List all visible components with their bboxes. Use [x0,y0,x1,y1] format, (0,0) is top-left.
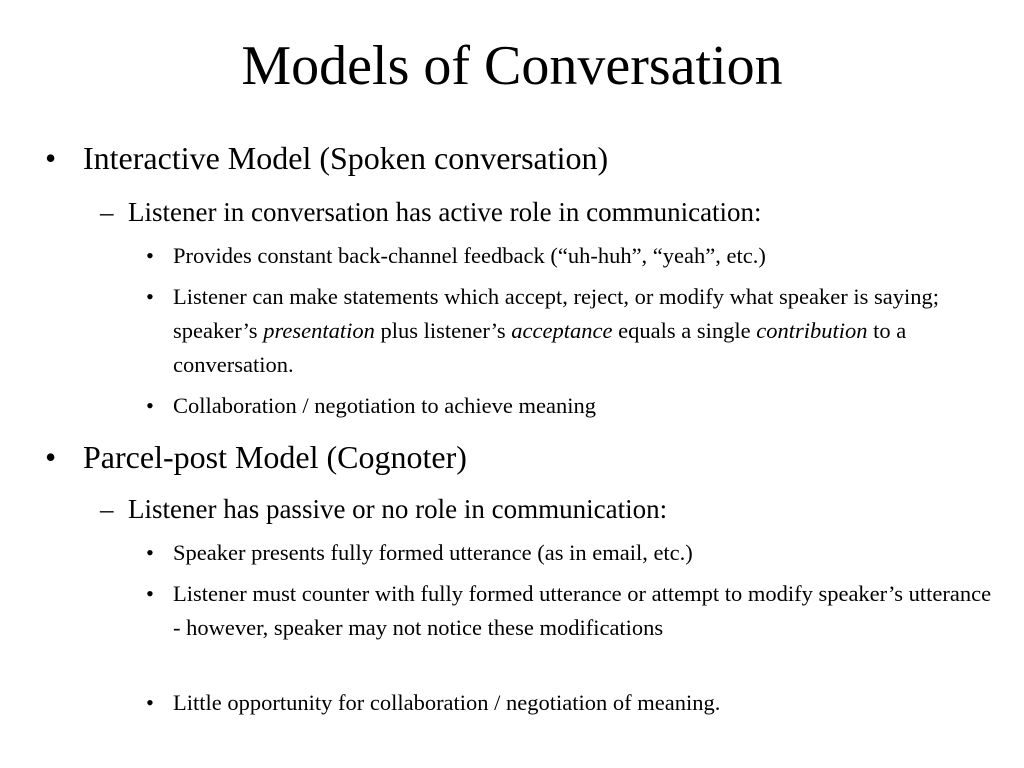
point-speaker-presents [146,536,996,570]
point-text-part: to a conversation. [173,318,907,377]
point-listener-counter [146,577,996,645]
point-little-opportunity [146,686,996,720]
term-acceptance: acceptance [511,318,613,343]
bullet-marker: • [146,243,154,268]
point-collaboration [146,389,996,423]
point-text: Little opportunity for collaboration / negotiation of meaning. [173,690,721,715]
bullet-marker: • [146,284,154,309]
point-backchannel [146,239,996,273]
dash-marker: – [100,197,114,227]
point-text: Speaker presents fully formed utterance (as in email, etc.) [173,540,693,565]
subbullet-text: Listener in conversation has active role in communication: [128,197,762,227]
bullet-marker: • [146,540,154,565]
point-text: Collaboration / negotiation to achieve meaning [173,393,597,418]
term-presentation: presentation [263,318,375,343]
point-text-part: equals a single [612,318,757,343]
point-text-part: Listener can make statements which accept, reject, or modify what speaker is saying; speaker’s [173,284,939,343]
subbullet-text: Listener has passive or no role in communication: [128,494,668,524]
point-text: Listener must counter with fully formed utterance or attempt to modify speaker’s utterance - however, speaker may not notice these modifications [173,581,992,640]
bullet-marker: • [146,581,154,606]
point-contribution [146,280,996,382]
point-text [173,280,996,382]
dash-marker: – [100,494,114,524]
bullet-marker: • [146,393,154,418]
bullet-marker: • [45,439,57,475]
bullet-marker: • [146,690,154,715]
bullet-text: Interactive Model (Spoken conversation) [83,140,609,176]
point-text: Provides constant back-channel feedback (“uh-huh”, “yeah”, etc.) [173,243,766,268]
slide-title: Models of Conversation [241,35,783,97]
term-contribution: contribution [756,318,868,343]
point-text-part: plus listener’s [374,318,512,343]
bullet-marker: • [45,140,57,176]
bullet-text: Parcel-post Model (Cognoter) [83,439,467,475]
